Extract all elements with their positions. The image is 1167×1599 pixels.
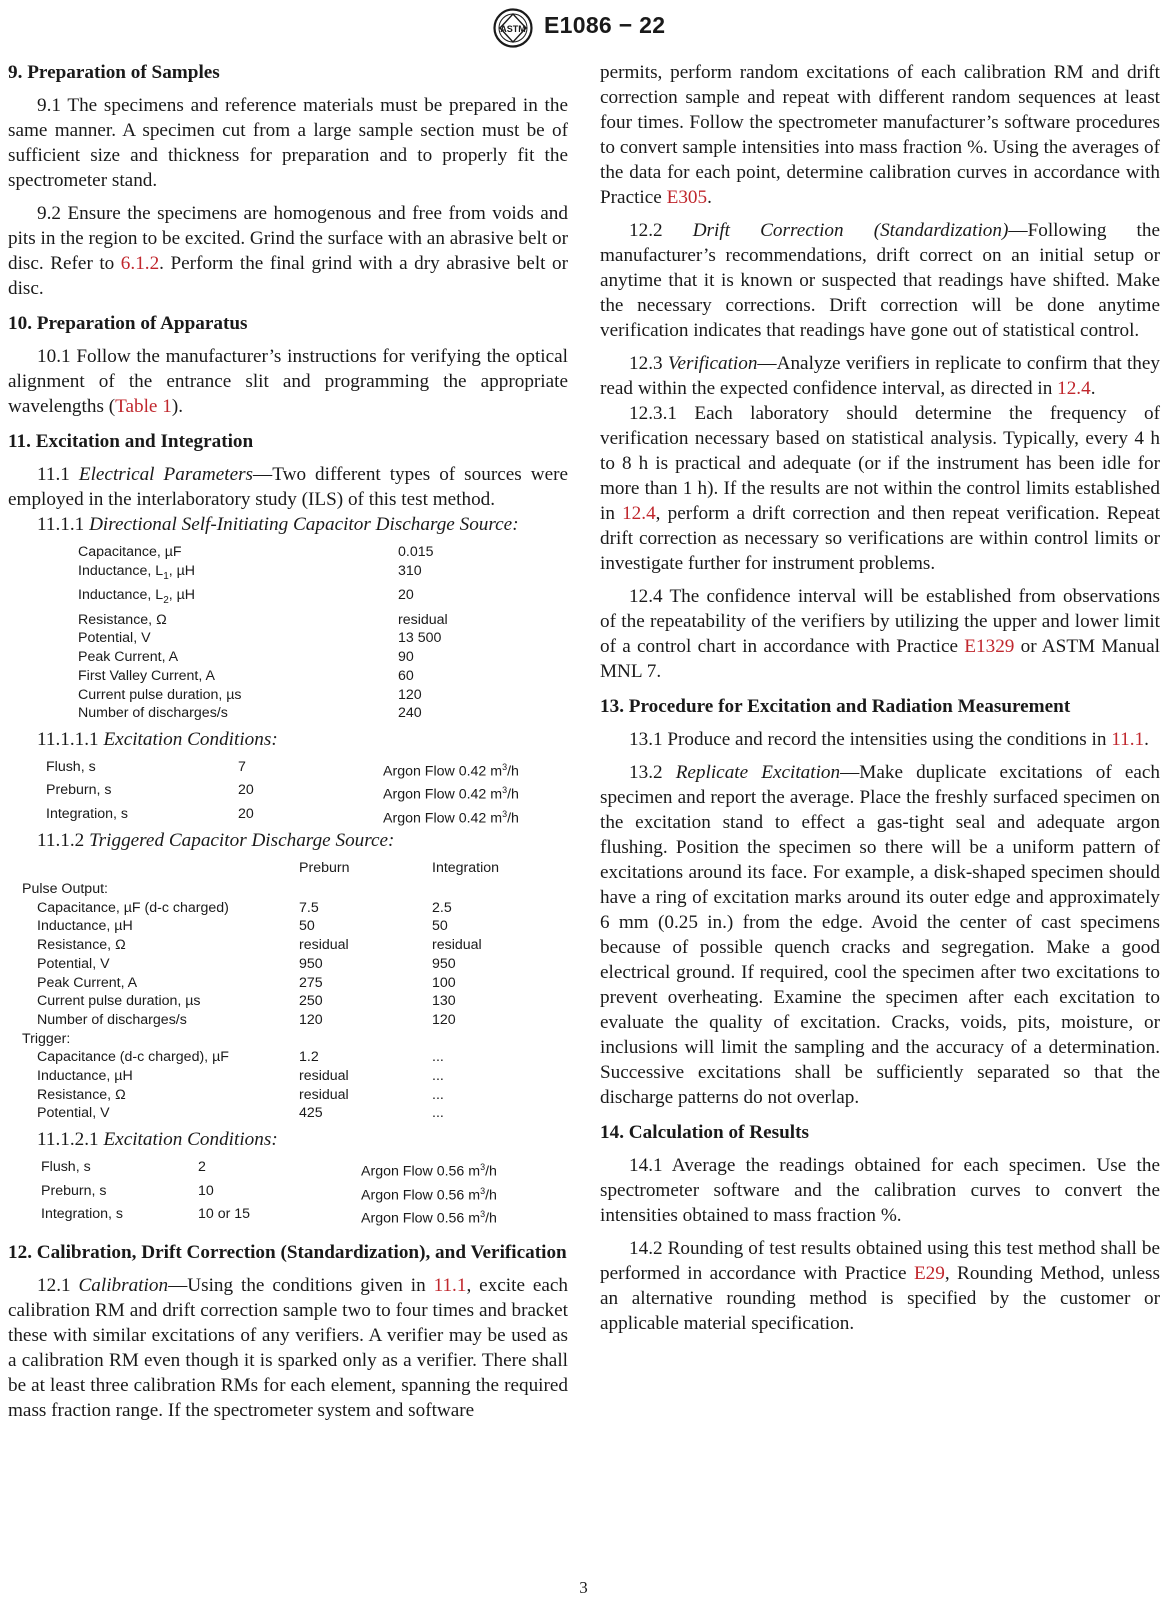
svg-text:ASTM: ASTM bbox=[500, 24, 526, 34]
table-row bbox=[41, 1182, 497, 1205]
link-11-1[interactable]: 11.1 bbox=[433, 1275, 467, 1297]
link-e305[interactable]: E305 bbox=[666, 187, 708, 208]
table-row bbox=[41, 1158, 497, 1181]
argon-flow-cell: Argon Flow 0.56 $m^3/h$ bbox=[361, 1162, 497, 1180]
document-id: E1086 − 22 bbox=[544, 12, 666, 38]
left-column bbox=[8, 60, 568, 1431]
integration-value: 50 bbox=[432, 918, 448, 935]
paragraph-12-2: 12.2 Drift Correction (Standardization)—Following the manufacturer’s recommendations, drift correct on an initial setup or anytime that it is known or suspected that readings have shifted. Make the necessary corrections. Drift correction will be done anytime verification indicates that readings have gone out of statistical control. bbox=[600, 220, 1161, 341]
paragraph-11-1: 11.1 Electrical Parameters—Two different types of sources were employed in the interlaboratory study (ILS) of this test method. bbox=[8, 464, 568, 510]
table-row bbox=[41, 1205, 497, 1228]
link-6-1-2[interactable]: 6.1.2 bbox=[120, 253, 160, 274]
link-e29[interactable]: E29 bbox=[913, 1263, 945, 1284]
argon-flow-cell: Argon Flow 0.56 $m^3/h$ bbox=[361, 1209, 497, 1227]
integration-value: ... bbox=[432, 1086, 444, 1103]
param-label: Capacitance (d-c charged), µF bbox=[37, 1049, 229, 1066]
paragraph-12-4: 12.4 The confidence interval will be established from observations of the repeatability of the verifiers by utilizing the upper and lower limit of a control chart in accordance with Practice E1329 or ASTM Manual MNL 7. bbox=[600, 586, 1160, 682]
table-header-row bbox=[22, 859, 499, 878]
argon-flow-cell: Argon Flow 0.42 $m^3/h$ bbox=[383, 761, 519, 780]
argon-flow-cell: Argon Flow 0.56 $m^3/h$ bbox=[361, 1185, 497, 1204]
condition-value: 7 bbox=[238, 758, 246, 775]
condition-label: Preburn, s bbox=[46, 782, 112, 799]
table-row bbox=[78, 704, 448, 723]
conditions-table-1 bbox=[46, 758, 519, 828]
param-label: Capacitance, µF bbox=[78, 544, 182, 560]
page-header bbox=[0, 4, 1167, 50]
page-number: 3 bbox=[579, 1578, 588, 1597]
integration-value: ... bbox=[432, 1105, 444, 1122]
condition-value: 20 bbox=[238, 782, 254, 799]
param-value: 60 bbox=[398, 667, 414, 684]
param-label: Capacitance, µF (d-c charged) bbox=[37, 899, 229, 916]
param-label: Peak Current, A bbox=[37, 974, 138, 991]
table-row bbox=[22, 992, 499, 1011]
param-label: Resistance, Ω bbox=[37, 1086, 126, 1103]
table-row bbox=[78, 667, 448, 686]
preburn-value: 50 bbox=[299, 918, 315, 935]
group-label-row bbox=[22, 880, 499, 899]
table-row bbox=[22, 974, 499, 993]
preburn-value: 1.2 bbox=[299, 1049, 319, 1066]
param-label: Inductance, $L_2$, µH bbox=[78, 587, 196, 607]
param-label: Current pulse duration, µs bbox=[78, 686, 242, 703]
integration-value: ... bbox=[432, 1068, 444, 1085]
paragraph-11-1-2: 11.1.2 Triggered Capacitor Discharge Source: bbox=[37, 830, 395, 852]
column-header-integration: Integration bbox=[432, 860, 500, 877]
link-12-4[interactable]: 12.4 bbox=[1057, 378, 1091, 399]
paragraph-9-2: 9.2 Ensure the specimens are homogenous and free from voids and pits in the region to be excited. Grind the surface with an abrasive belt or disc. Refer to 6.1.2. Perform the final grind with a dry abrasive belt or disc. bbox=[8, 203, 568, 299]
empty-header-cell bbox=[22, 859, 299, 878]
preburn-value: 120 bbox=[299, 1011, 323, 1028]
param-label: Inductance, $L_1$, µH bbox=[78, 562, 196, 582]
param-label: Peak Current, A bbox=[78, 649, 179, 666]
integration-value: 100 bbox=[432, 974, 456, 991]
condition-value: 20 bbox=[238, 805, 254, 822]
preburn-value: 250 bbox=[299, 993, 323, 1010]
conditions-table-2 bbox=[41, 1158, 497, 1228]
param-value: 120 bbox=[398, 686, 422, 703]
params-table-2 bbox=[22, 859, 499, 1123]
param-label: Resistance, Ω bbox=[37, 937, 126, 954]
param-value: residual bbox=[398, 611, 448, 628]
table-row bbox=[22, 936, 499, 955]
integration-value: 2.5 bbox=[432, 899, 452, 916]
paragraph-14-1: 14.1 Average the readings obtained for each specimen. Use the spectrometer software and the calibration curves to convert the intensities obtained to mass fraction %. bbox=[600, 1155, 1160, 1226]
preburn-value: residual bbox=[299, 1086, 349, 1103]
link-11-1-b[interactable]: 11.1 bbox=[1111, 729, 1145, 750]
param-value: 0.015 bbox=[398, 544, 434, 560]
table-row bbox=[22, 899, 499, 918]
paragraph-12-1: 12.1 Calibration—Using the conditions given in 11.1, excite each calibration RM and drift correction sample two to four times and bracket these with similar excitations of any verifiers. A verifier may be used as a calibration RM even though it is sparked only as a verifier. There shall be at least three calibration RMs for each element, spanning the required mass fraction range. If the spectrometer system and software bbox=[8, 1275, 569, 1422]
table-row bbox=[22, 1048, 499, 1067]
section-11-heading: 11. Excitation and Integration bbox=[8, 431, 254, 452]
integration-value: 120 bbox=[432, 1011, 456, 1028]
table-row bbox=[78, 586, 448, 611]
preburn-value: 275 bbox=[299, 974, 323, 991]
param-label: Number of discharges/s bbox=[37, 1011, 187, 1028]
paragraph-12-3: 12.3 Verification—Analyze verifiers in replicate to confirm that they read within the expected confidence interval, as directed in 12.4. bbox=[600, 353, 1160, 399]
param-label: Potential, V bbox=[37, 1105, 110, 1122]
table-row bbox=[78, 686, 448, 705]
column-header-preburn: Preburn bbox=[299, 860, 350, 877]
section-14-heading: 14. Calculation of Results bbox=[600, 1122, 809, 1143]
condition-label: Integration, s bbox=[46, 805, 129, 822]
link-e1329[interactable]: E1329 bbox=[964, 636, 1015, 657]
paragraph-11-1-2-1: 11.1.2.1 Excitation Conditions: bbox=[37, 1129, 278, 1151]
table-row bbox=[78, 611, 448, 630]
param-label: Potential, V bbox=[37, 955, 110, 972]
param-label: Resistance, Ω bbox=[78, 611, 167, 628]
table-row bbox=[22, 917, 499, 936]
condition-value: 10 or 15 bbox=[198, 1206, 251, 1223]
condition-label: Integration, s bbox=[41, 1206, 124, 1223]
paragraph-10-1: 10.1 Follow the manufacturer’s instructions for verifying the optical alignment of the entrance slit and programming the appropriate wavelengths (Table 1). bbox=[8, 346, 568, 417]
param-label: Number of discharges/s bbox=[78, 705, 228, 722]
condition-value: 2 bbox=[198, 1159, 206, 1176]
table-row bbox=[22, 955, 499, 974]
param-label: Potential, V bbox=[78, 630, 151, 647]
integration-value: ... bbox=[432, 1049, 444, 1066]
section-12-heading: 12. Calibration, Drift Correction (Standardization), and Verification bbox=[8, 1242, 567, 1264]
param-label: First Valley Current, A bbox=[78, 667, 215, 684]
param-value: 13 500 bbox=[398, 630, 442, 647]
table-row bbox=[78, 562, 448, 587]
paragraph-11-1-1-1: 11.1.1.1 Excitation Conditions: bbox=[37, 728, 278, 750]
table-row bbox=[78, 629, 448, 648]
preburn-value: 950 bbox=[299, 955, 323, 972]
param-value: 240 bbox=[398, 705, 422, 722]
preburn-value: residual bbox=[299, 937, 349, 954]
paragraph-12-1-cont: permits, perform random excitations of each calibration RM and drift correction sample and repeat with different random sequences at least four times. Follow the spectrometer manufacturer’s software procedures to convert sample intensities into mass fraction %. Using the averages of the data for each point, determine calibration curves in accordance with Practice E305. bbox=[600, 62, 1160, 208]
preburn-value: residual bbox=[299, 1068, 349, 1085]
table-row bbox=[46, 805, 519, 828]
argon-flow-cell: Argon Flow 0.42 $m^3/h$ bbox=[383, 808, 519, 827]
paragraph-14-2: 14.2 Rounding of test results obtained using this test method shall be performed in accordance with Practice E29, Rounding Method, unless an alternative rounding method is specified by the customer or applicable material specification. bbox=[600, 1238, 1160, 1334]
paragraph-13-2: 13.2 Replicate Excitation—Make duplicate excitations of each specimen and report the average. Place the freshly surfaced specimen on the excitation stand to effect a gas-tight seal and adequate argon flushing. Position the specimen so there will be a uniform pattern of excitations around its face. For example, a disk-shaped specimen should have a ring of excitation marks around its outer edge and approximately 6 mm (0.25 in.) from the edge. Avoid the center of cast specimens because of possible quench cracks and segregation. Make a good electrical ground. If required, cool the specimen after two excitations to prevent overheating. Examine the specimen after each excitation to evaluate the quality of excitation. Cracks, voids, pits, moisture, or inclusions will limit the sampling and the accuracy of a determination. Successive excitations shall be sufficiently separated so that the discharge patterns do not overlap. bbox=[600, 762, 1160, 1108]
param-label: Inductance, µH bbox=[37, 918, 133, 935]
paragraph-13-1: 13.1 Produce and record the intensities using the conditions in 11.1. bbox=[629, 729, 1149, 750]
preburn-value: 7.5 bbox=[299, 899, 319, 916]
section-10-heading: 10. Preparation of Apparatus bbox=[8, 313, 248, 334]
argon-flow-cell: Argon Flow 0.42 $m^3/h$ bbox=[383, 785, 519, 804]
condition-label: Flush, s bbox=[41, 1159, 91, 1176]
param-label: Inductance, µH bbox=[37, 1068, 133, 1085]
table-row bbox=[22, 1011, 499, 1030]
section-9-heading: 9. Preparation of Samples bbox=[8, 62, 220, 83]
table-row bbox=[22, 1067, 499, 1086]
param-value: 310 bbox=[398, 562, 422, 579]
condition-label: Flush, s bbox=[46, 758, 96, 775]
table-row bbox=[46, 781, 519, 804]
paragraph-12-3-1: 12.3.1 Each laboratory should determine the frequency of verification necessary based on statistical analysis. Typically, every 4 h to 8 h is practical and adequate (or if the instrument has been idle for more than 1 h). If the results are not within the control limits established in 12.4, perform a drift correction and then repeat verification. Repeat drift correction as necessary so verifications are within control limits or investigate further for instrument problems. bbox=[600, 403, 1160, 574]
table-row bbox=[78, 648, 448, 667]
group-label-row bbox=[22, 1030, 499, 1049]
paragraph-9-1: 9.1 The specimens and reference materials must be prepared in the same manner. A specimen cut from a large sample section must be of sufficient size and thickness for preparation and to properly fit the spectrometer stand. bbox=[8, 95, 568, 191]
right-column bbox=[600, 60, 1160, 1344]
param-label: Current pulse duration, µs bbox=[37, 993, 201, 1010]
condition-label: Preburn, s bbox=[41, 1182, 107, 1199]
table-row bbox=[78, 543, 448, 562]
condition-value: 10 bbox=[198, 1182, 214, 1199]
link-12-4-b[interactable]: 12.4 bbox=[622, 503, 656, 524]
integration-value: 130 bbox=[432, 993, 456, 1010]
param-value: 90 bbox=[398, 649, 414, 666]
group-label: Trigger: bbox=[22, 1030, 71, 1047]
group-label: Pulse Output: bbox=[22, 881, 108, 897]
table-row bbox=[46, 758, 519, 781]
section-13-heading: 13. Procedure for Excitation and Radiation Measurement bbox=[600, 696, 1071, 717]
integration-value: 950 bbox=[432, 955, 456, 972]
link-table-1[interactable]: Table 1 bbox=[115, 396, 172, 417]
param-value: 20 bbox=[398, 587, 414, 604]
table-row bbox=[22, 1086, 499, 1105]
table-row bbox=[22, 1104, 499, 1123]
preburn-value: 425 bbox=[299, 1105, 323, 1122]
params-table-1 bbox=[78, 543, 448, 723]
integration-value: residual bbox=[432, 937, 482, 954]
paragraph-11-1-1: 11.1.1 Directional Self-Initiating Capacitor Discharge Source: bbox=[37, 514, 519, 535]
astm-logo-icon bbox=[493, 8, 533, 48]
